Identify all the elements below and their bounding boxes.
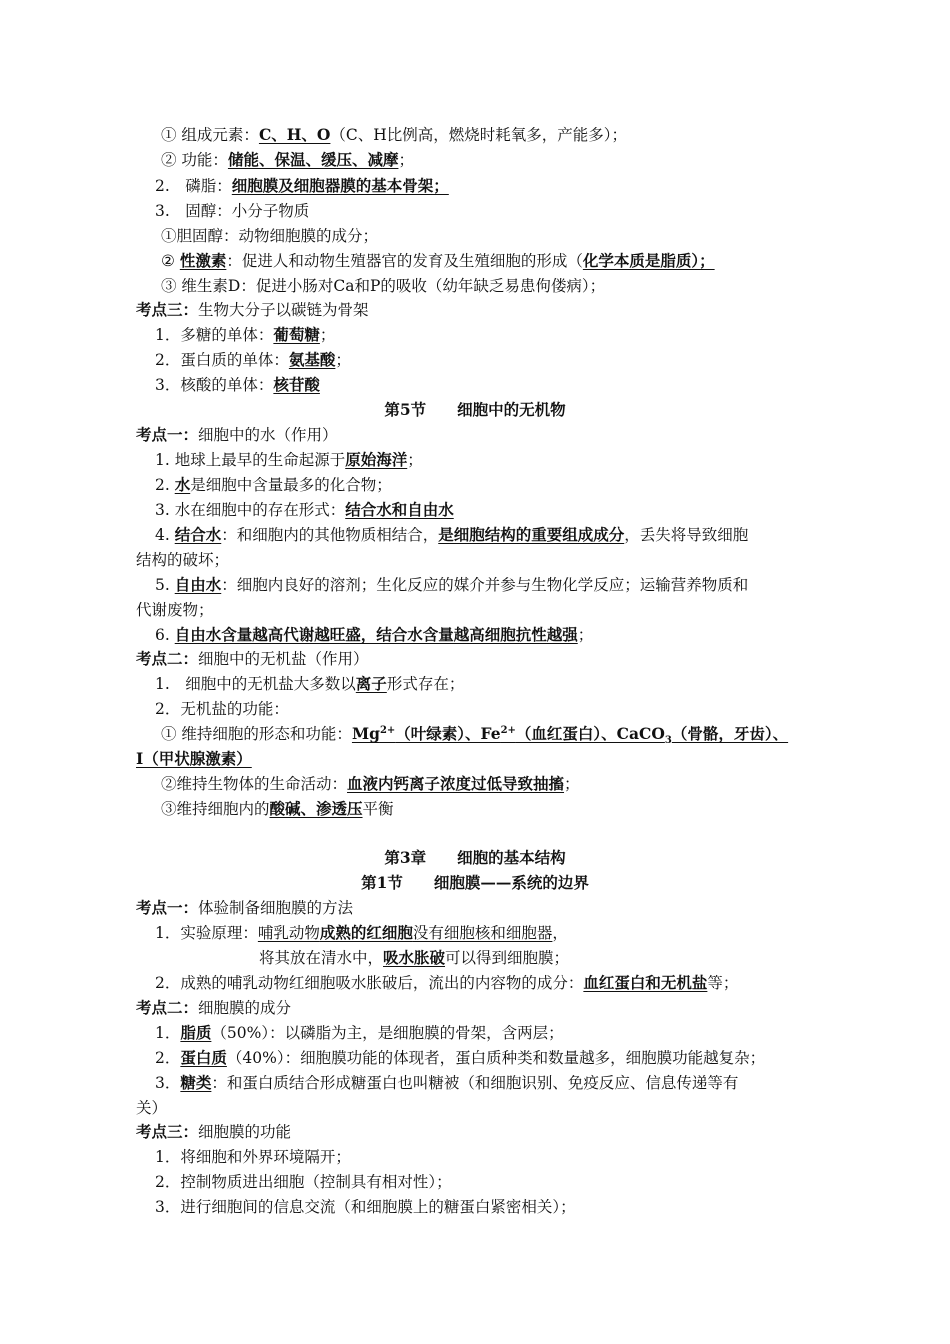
text-line: 2. 磷脂：细胞膜及细胞器膜的基本骨架； xyxy=(155,176,449,195)
section-heading: 考点三：生物大分子以碳链为骨架 xyxy=(136,300,369,319)
text-line: ① 维持细胞的形态和功能：$Mg^{2+}$（叶绿素）、$Fe^{2+}$（血红蛋白）、CaCO$_3$（骨骼，牙齿）、 xyxy=(161,724,789,747)
text-line: ③ 维生素D：促进小肠对Ca和P的吸收（幼年缺乏易患佝偻病）； xyxy=(161,277,606,295)
text-line: ② 性激素：促进人和动物生殖器官的发育及生殖细胞的形成（化学本质是脂质）； xyxy=(161,251,715,270)
section-title: 第1节 细胞膜——系统的边界 xyxy=(361,873,589,892)
text-line: 6. 自由水含量越高代谢越旺盛，结合水含量越高细胞抗性越强； xyxy=(155,625,594,644)
text-line: ③维持细胞内的酸碱、渗透压平衡 xyxy=(161,799,394,818)
text-line: ②维持生物体的生命活动：血液内钙离子浓度过低导致抽搐； xyxy=(161,774,580,793)
text-line: 1．实验原理：哺乳动物成熟的红细胞没有细胞核和细胞器， xyxy=(155,923,568,942)
text-line: ①胆固醇：动物细胞膜的成分； xyxy=(161,227,379,245)
section-heading: 考点二：细胞中的无机盐（作用） xyxy=(136,649,369,668)
text-line: ① 组成元素：C、H、O（C、H比例高，燃烧时耗氧多，产能多）； xyxy=(161,125,628,144)
text-line: 1. 地球上最早的生命起源于原始海洋； xyxy=(155,450,423,469)
text-line: 3．进行细胞间的信息交流（和细胞膜上的糖蛋白紧密相关）； xyxy=(155,1198,576,1216)
text-line: 1．多糖的单体：葡萄糖； xyxy=(155,325,336,344)
text-line: 结构的破坏； xyxy=(136,551,230,569)
text-line: ② 功能：储能、保温、缓压、减摩； xyxy=(161,150,414,169)
text-line: 3．核酸的单体：核苷酸 xyxy=(155,375,320,394)
section-title: 第5节 细胞中的无机物 xyxy=(384,400,566,419)
text-line: 1．将细胞和外界环境隔开； xyxy=(155,1148,351,1166)
section-heading: 考点二：细胞膜的成分 xyxy=(136,998,292,1017)
text-line: 将其放在清水中，吸水胀破可以得到细胞膜； xyxy=(259,948,570,967)
section-heading: 考点一：体验制备细胞膜的方法 xyxy=(136,898,354,917)
text-line: 2．蛋白质的单体：氨基酸； xyxy=(155,350,351,369)
text-line: 3. 固醇：小分子物质 xyxy=(155,202,310,220)
text-line: 2. 水是细胞中含量最多的化合物； xyxy=(155,475,392,494)
text-line: 2．控制物质进出细胞（控制具有相对性）； xyxy=(155,1173,452,1191)
text-line: 3．糖类：和蛋白质结合形成糖蛋白也叫糖被（和细胞识别、免疫反应、信息传递等有 xyxy=(155,1073,739,1092)
text-line: 1．脂质（50%）：以磷脂为主，是细胞膜的骨架，含两层； xyxy=(155,1023,564,1042)
text-line: 2．无机盐的功能： xyxy=(155,700,289,718)
text-line: 4. 结合水：和细胞内的其他物质相结合，是细胞结构的重要组成成分，丢失将导致细胞 xyxy=(155,525,749,544)
text-line: 3. 水在细胞中的存在形式：结合水和自由水 xyxy=(155,500,454,519)
text-line: 5. 自由水：细胞内良好的溶剂；生化反应的媒介并参与生物化学反应；运输营养物质和 xyxy=(155,575,749,594)
section-heading: 考点三：细胞膜的功能 xyxy=(136,1122,292,1141)
chapter-title: 第3章 细胞的基本结构 xyxy=(384,848,566,867)
text-line: 代谢废物； xyxy=(136,601,214,619)
section-heading: 考点一：细胞中的水（作用） xyxy=(136,425,338,444)
text-line: I（甲状腺激素） xyxy=(136,749,252,768)
text-line: 2．蛋白质（40%）：细胞膜功能的体现者，蛋白质种类和数量越多，细胞膜功能越复杂； xyxy=(155,1048,766,1067)
text-line: 2．成熟的哺乳动物红细胞吸水胀破后，流出的内容物的成分：血红蛋白和无机盐等； xyxy=(155,973,739,992)
text-line: 关） xyxy=(136,1099,168,1117)
text-line: 1. 细胞中的无机盐大多数以离子形式存在； xyxy=(155,674,465,693)
